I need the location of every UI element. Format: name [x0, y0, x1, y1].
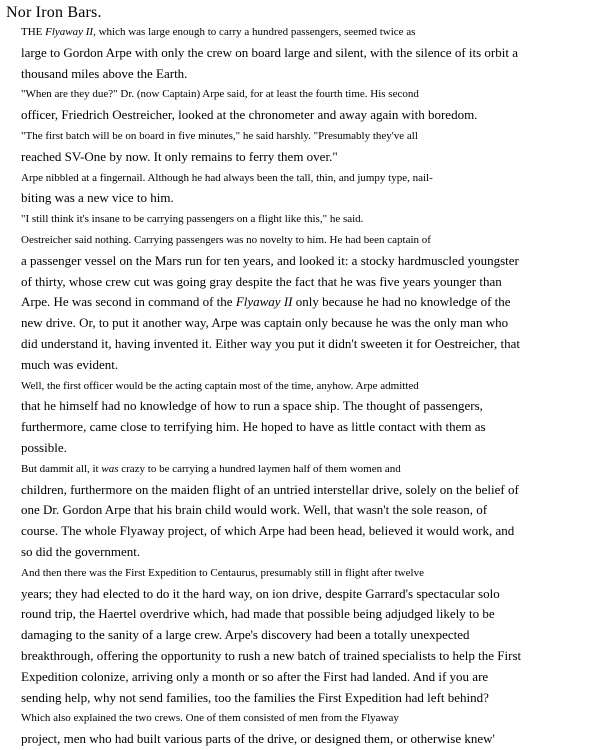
text-line: new drive. Or, to put it another way, Arpe was captain only because he was the only man who	[21, 315, 509, 331]
text-line: breakthrough, offering the opportunity to rush a new batch of trained specialists to help the First	[21, 647, 522, 663]
body-paragraph	[6, 459, 584, 563]
body-paragraph	[6, 708, 584, 750]
text-line: course. The whole Flyaway project, of which Arpe had been head, believed it would work, and	[21, 523, 515, 539]
text-line: furthermore, came close to terrifying him. He hoped to have as little contact with them as	[21, 419, 486, 435]
text-line: round trip, the Haertel overdrive which, had made that possible being adjudged likely to be	[21, 606, 495, 622]
body-paragraph	[6, 22, 584, 84]
italic-text: Flyaway II,	[45, 26, 96, 38]
text-line: project, men who had built various parts of the drive, or designed them, or otherwise knew'	[21, 731, 495, 747]
text-line: officer, Friedrich Oestreicher, looked at the chronometer and away again with boredom.	[21, 107, 478, 123]
document-body	[0, 21, 584, 750]
italic-text: was	[101, 462, 119, 475]
body-paragraph	[6, 84, 584, 126]
text-line: Arpe. He was second in command of the Flyaway II only because he had no knowledge of the	[21, 294, 511, 310]
text-line: years; they had elected to do it the hard way, on ion drive, despite Garrard's spectacular solo	[21, 585, 500, 601]
body-paragraph	[6, 168, 584, 210]
text-line: reached SV-One by now. It only remains to ferry them over."	[21, 148, 338, 164]
text-line: so did the government.	[21, 543, 141, 559]
text-line: large to Gordon Arpe with only the crew on board large and silent, with the silence of its orbit a	[21, 44, 519, 60]
text-line: a passenger vessel on the Mars run for ten years, and looked it: a stocky hardmuscled youngster	[21, 252, 519, 268]
text-line: Well, the first officer would be the acting captain most of the time, anyhow. Arpe admitted	[21, 379, 419, 392]
body-paragraph	[6, 563, 584, 709]
italic-text: Flyaway II	[235, 294, 293, 310]
body-paragraph	[6, 209, 584, 230]
text-line: "I still think it's insane to be carrying passengers on a flight like this," he said.	[21, 213, 364, 226]
text-line: children, furthermore on the maiden flight of an untried interstellar drive, solely on the belief of	[21, 481, 519, 497]
text-line: much was evident.	[21, 356, 119, 372]
text-line: sending help, why not send families, too the families the First Expedition had left behind?	[21, 689, 489, 705]
text-line: Oestreicher said nothing. Carrying passengers was no novelty to him. He had been captain of	[21, 233, 431, 246]
text-line: THE Flyaway II, which was large enough to carry a hundred passengers, seemed twice as	[21, 26, 416, 38]
document-title: Nor Iron Bars.	[6, 4, 102, 21]
text-line: of thirty, whose crew cut was going gray despite the fact that he was five years younger than	[21, 273, 502, 289]
text-line: did understand it, having invented it. Either way you put it didn't sweeten it for Oestreicher, that	[21, 335, 520, 351]
text-line: But dammit all, it was crazy to be carrying a hundred laymen half of them women and	[21, 462, 401, 475]
text-line: biting was a new vice to him.	[21, 190, 174, 206]
text-line: "The first batch will be on board in five minutes," he said harshly. "Presumably they've all	[21, 129, 418, 142]
body-paragraph	[6, 230, 584, 376]
text-line: one Dr. Gordon Arpe that his brain child would work. Well, that wasn't the sole reason, of	[21, 502, 488, 518]
text-line: Arpe nibbled at a fingernail. Although he had always been the tall, thin, and jumpy type, nail-	[21, 171, 433, 184]
body-paragraph	[6, 126, 584, 168]
text-line: Which also explained the two crews. One of them consisted of men from the Flyaway	[21, 712, 399, 725]
text-line: "When are they due?" Dr. (now Captain) Arpe said, for at least the fourth time. His second	[21, 88, 419, 101]
text-line: that he himself had no knowledge of how to run a space ship. The thought of passengers,	[21, 398, 483, 414]
text-line: possible.	[21, 439, 67, 455]
text-line: And then there was the First Expedition to Centaurus, presumably still in flight after twelve	[21, 566, 424, 579]
text-line: Expedition colonize, arriving only a month or so after the First had landed. And if you are	[21, 668, 489, 684]
text-line: thousand miles above the Earth.	[21, 65, 188, 81]
body-paragraph	[6, 376, 584, 459]
text-line: damaging to the sanity of a large crew. Arpe's discovery had been a totally unexpected	[21, 627, 470, 643]
